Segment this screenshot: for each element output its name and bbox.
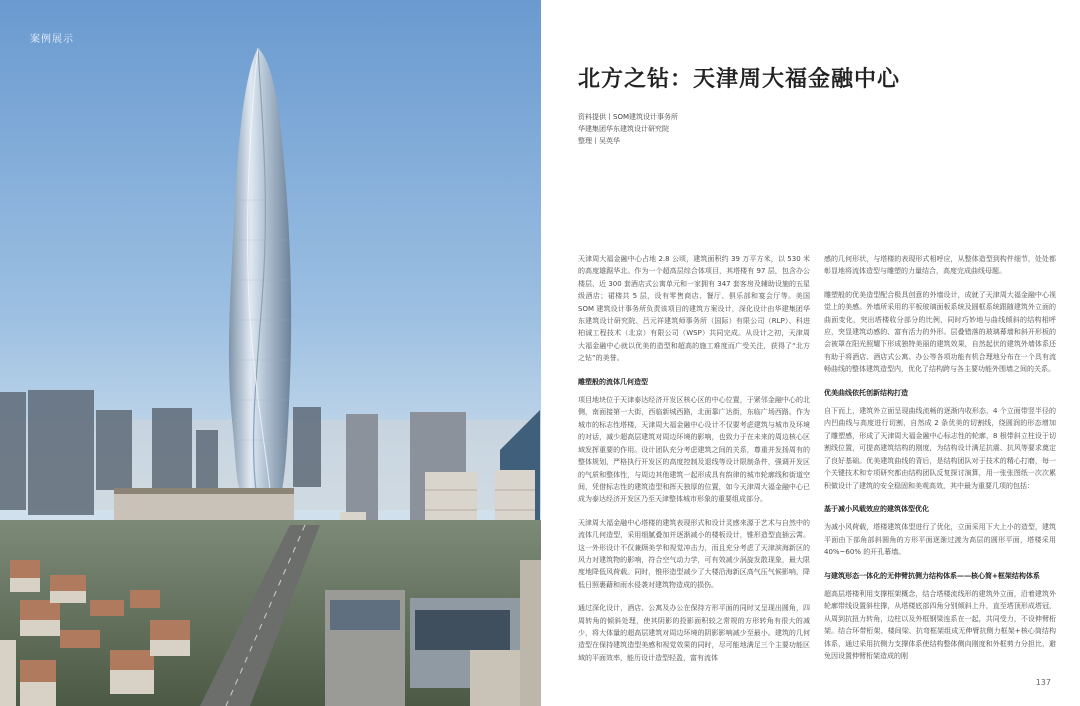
paragraph: 天津周大福金融中心塔楼的建筑表现形式和设计灵感来源于艺术与自然中的流体几何造型，采用细腻叠加并逐渐减小的楼板设计，锥形造型直插云霄。这一外形设计不仅兼顾美学和视觉冲击力，而且充分考虑了天津滨海新区的风力对建筑物的影响，符合空气动力学，可有效减少涡旋发散现象，最大限度地降低风荷载。同时，锥形造型减少了大楼沿海新区高气压气候影响，降低日照裹藉和雨水侵袭对建筑物造成的损伤。 [578,518,810,589]
text-column-right [824,253,1056,673]
paragraph: 为减小风荷载，塔楼建筑体型进行了优化，立面采用下大上小的造型，建筑平面由下部角部斜圆角的方形平面逐渐过渡为高层的圆形平面，塔楼采用 40%~60% 的开孔幕墙。 [824,523,1056,557]
credit-line: 华建集团华东建筑设计研究院 [578,125,669,133]
section-heading: 优美曲线依托创新结构打造 [824,388,908,397]
paragraph: 自下而上，建筑外立面呈现曲线流畅的逐渐内收形态，4 个立面带竖半径的内凹曲线与高度进行切割，自然成 2 条优美的切割线，绕圆润的形态增加了雕塑感，形成了天津周大福金融中心标志性的轮廓，8 根带斜立柱设于切割线位置，可提高建筑结构的刚度，为结构设计满足抗震、抗风等要求奠定了良好基础。优美建筑曲线的背后，是结构团队对于技术的精心打磨，每一个关键技术和专项研究都由结构团队反复探讨演算，用一张张图纸一次次累积做设计了建筑的安全稳固和美观高效，其中最为重要几项的包括： [824,407,1056,490]
paragraph: 雕塑般的优美造型配合极具创意的外墙设计，成就了天津周大福金融中心视觉上的美感。外墙所采用的平板玻璃面板系统及圆框系统跟随建筑外立面的曲面变化，突出塔楼收分部分的比例，同时巧妙地与曲线倾斜的结构相呼应，突显建筑动感的、富有活力的外形。层叠错落的玻璃幕墙和斜开形板的会被罩在阳光照耀下形成独特美丽的建筑效果，自然起伏的建筑外墙体系还有助于将酒店、酒店式公寓、办公等各项功能有机合理地分布在一个具有流畅曲线的整体建筑造型内，优化了结构跨与各主要功能外围墙之间的关系。 [824,290,1056,374]
section-label: 案例展示 [30,34,74,45]
paragraph: 项目地块位于天津泰达经济开发区核心区的中心位置，于紧邻金融中心的北侧，南面接第一大街，西临新城西路，北面靠广达街，东临广场西路。作为城市的标志性塔楼，天津周大福金融中心设计不仅要考虑建筑与城市及环境的对话，减少超高层建筑对周边环境的影响，也致力于在未来的周边核心区域发挥重要的作用。设计团队充分考虑建筑之间的关系，尊重并发扬周有的整体规划，严格执行开发区的高度控制及退线等设计限制条件，强调开发区的气质和整体性，与周边其他建筑一起形成具有韵律的城市轮廓线和街道空间，凭借标志性的建筑造型和挥天独厚的位置，如今天津周大福金融中心已成为泰达经济开发区乃至天津整体城市形象的重要组成部分。 [578,396,810,504]
paragraph: 超高层塔楼利用支撑框架概念，结合塔楼流线形的建筑外立面，沿着建筑外轮廓带线设置斜柱撑，从塔楼底部四角分别倾斜上升，直至塔顶形成塔冠，从周到抗扭力转角，边柱以及外框钢梁连系在一起，共同受力，不设伸臂桁架。结合环带桁架、楼间梁、抗弯框架组成无伸臂抗侧力框架+核心筒结构体系，通过采用抗侧力支撑体系使结构整体侧向刚度和外框剪力分担比，避免因设置伸臂桁架造成的刚 [824,589,1056,660]
paragraph: 天津周大福金融中心占地 2.8 公顷，建筑面积约 39 万平方米，以 530 米的高度雄踞华北。作为一个超高层综合体项目，其塔楼有 97 层，包含办公楼层、近 300 套酒店式公寓单元和一家拥有 347 套客房及辅助设施的五星级酒店；裙楼共 5 层，设有零售商店、餐厅、俱乐部和宴会厅等。美国 SOM 建筑设计事务所负责该项目的建筑方案设计，深化设计由华建集团华东建筑设计研究院、吕元祥建筑师事务所（国际）有限公司（RLP）、科进柏诚工程技术（北京）有限公司（WSP）共同完成。从设计之初，天津周大福金融中心就以优美的造型和超高的施工难度而广受关注，获得了“北方之钻”的美誉。 [578,255,810,363]
article-title: 北方之钻：天津周大福金融中心 [578,67,901,92]
credit-line: 整理丨吴英华 [578,137,620,145]
paragraph: 感的几何形状，与塔楼的表现形式相呼应，从整体造型到构件细节，处处都彰显地将流体造型与雕塑的力量结合，高度完成曲线母题。 [824,255,1056,276]
subsection-heading: 基于减小风载效应的建筑体型优化 [824,504,929,513]
page-number: 137 [1035,678,1051,687]
article-page [541,0,1080,706]
section-heading: 雕塑般的流体几何造型 [578,377,648,386]
credits [578,111,678,147]
text-column-left [578,253,810,675]
credit-line: 资料提供丨SOM建筑设计事务所 [578,113,678,121]
paragraph: 通过深化设计，酒店、公寓及办公在保持方形平面的同时又呈现出圆角，四周转角的倾斜处理，使其阴影的投影面积较之常规的方形转角有很大的减少，将大体量的超高层建筑对周边环境的阴影影响减少至最小。建筑的几何造型在保持建筑造型美感和视觉效果的同时，尽可能地满足三个主要功能区域的平面效率，能历设计造型轻盈，富有流体 [578,604,810,662]
subsection-heading: 与建筑形态一体化的无伸臂抗侧力结构体系——核心简+框架结构体系 [824,571,1040,580]
